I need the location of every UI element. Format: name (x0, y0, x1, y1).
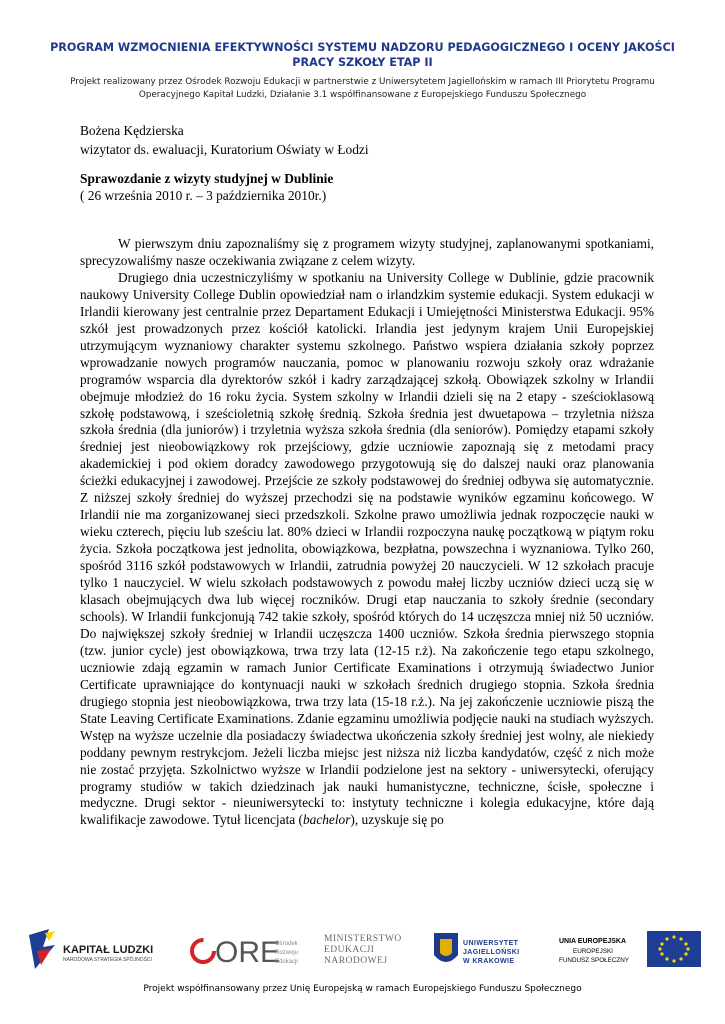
author-role: wizytator ds. ewaluacji, Kuratorium Oświaty w Łodzi (80, 142, 369, 157)
uj-line2: JAGIELLOŃSKI (463, 949, 520, 956)
report-body (80, 236, 654, 829)
report-heading (80, 170, 333, 204)
ore-line1: Ośrodek (275, 941, 298, 947)
project-description: Projekt realizowany przez Ośrodek Rozwoju Edukacji w partnerstwie z Uniwersytetem Jagiellońskim w ramach III Priorytetu Programu Operacyjnego Kapitał Ludzki, Działanie 3.1 współfinansowane z Europejskiego Funduszu Społecznego (70, 77, 655, 100)
men-line2: EDUKACJI (324, 945, 375, 955)
author-block (80, 121, 369, 159)
paragraph-2-text: Drugiego dnia uczestniczyliśmy w spotkaniu na University College w Dublinie, gdzie pracownik naukowy University College Dublin opowiedział nam o irlandzkim systemie edukacji. System edukacji w Irlandii kierowany jest centralnie przez Departament Edukacji i Umiejętności Ministerstwa Edukacji. 95% szkół jest prowadzonych przez kościół katolicki. Irlandia jest jedynym krajem Unii Europejskiej utrzymującym wyznaniowy charakter systemu szkolnego. Państwo wspiera działania szkoły poprzez wprowadzanie nowych programów nauczania, pomoc w planowaniu rozwoju szkoły oraz wdrażanie programów wsparcia dla dyrektorów szkół i kadry zarządzającej szkołą. Obowiązek szkolny w Irlandii obejmuje młodzież do 16 roku życia. System szkolny w Irlandii dzieli się na 2 etapy - sześcioklasową szkołę podstawową, i sześcioletnią szkołę średnią. Szkoła średnia jest dwuetapowa – trzyletnia niższa szkoła średnia (dla juniorów) i trzyletnia wyższa szkoła średnia (dla seniorów). Pomiędzy etapami szkoły średniej jest nieobowiązkowy rok przejściowy, gdzie uczniowie zapoznają się z metodami pracy akademickiej i pod okiem doradcy zawodowego przygotowują się do dalszej nauki oraz planowania ścieżki edukacyjnej i zawodowej. Przejście ze szkoły podstawowej do średniej odbywa się automatycznie. Z niższej szkoły średniej do wyższej przechodzi się na podstawie wyników egzaminu końcowego. W Irlandii nie ma zorganizowanej sieci przedszkoli. Szkolne prawo umożliwia jednak rozpoczęcie nauki w wieku czterech, pięciu lub sześciu lat. 80% dzieci w Irlandii rozpoczyna naukę początkową w piątym roku życia. Szkoła początkowa jest jednolita, obowiązkowa, bezpłatna, powszechna i wyznaniowa. Tylko 260, spośród 3116 szkół podstawowych w Irlandii, zatrudnia powyżej 20 nauczycieli. W 12 szkołach pracuje tylko 1 nauczyciel. W wielu szkołach podstawowych z powodu małej liczby uczniów dzieci uczą się w klasach obejmujących dwa lub więcej roczników. Drugi etap nauczania to szkoły średnie (secondary schools). W Irlandii funkcjonują 742 takie szkoły, spośród których do 14 uczęszcza mniej niż 50 uczniów. Do największej szkoły średniej w Irlandii uczęszcza 1400 uczniów. Szkoła średnia pierwszego stopnia (tzw. junior cycle) jest obowiązkowa, trwa trzy lata (12-15 r.ż). Na zakończenie tego etapu szkolnego, uczniowie zdają egzamin w ramach Junior Certificate Examinations i otrzymują świadectwo Junior Certificate uprawniające do kontynuacji nauki w szkołach średnich drugiego stopnia. Szkoła średnia drugiego stopnia jest nieobowiązkowa, trwa trzy lata (15-18 r.ż.). Na jej zakończenie uczniowie piszą the State Leaving Certificate Examinations. Zdanie egzaminu umożliwia podjęcie nauki na studiach wyższych. Wstęp na wyższe uczelnie dla posiadaczy świadectwa ukończenia szkoły średniej jest wolny, ale niekiedy poddany pewnym restrykcjom. Jeżeli liczba miejsc jest niższa niż liczba kandydatów, część z nich może nie zostać przyjęta. Szkolnictwo wyższe w Irlandii podzielone jest na sektory - uniwersytecki, oferujący programy studiów w takich dziedzinach jak nauki humanistyczne, techniczne, ścisłe, społeczne i medyczne. Drugi sektor - nieuniwersytecki to: instytuty techniczne i kolegia edukacyjne, które dają kwalifikacje zawodowe. Tytuł licencjata ( (80, 269, 654, 828)
footer-note: Projekt współfinansowany przez Unię Europejską w ramach Europejskiego Funduszu Społecznego (143, 984, 582, 994)
author-name: Bożena Kędzierska (80, 123, 184, 138)
eu-line3: FUNDUSZ SPOŁECZNY (559, 957, 629, 964)
uj-logo (430, 925, 530, 975)
program-title: PROGRAM WZMOCNIENIA EFEKTYWNOŚCI SYSTEMU NADZORU PEDAGOGICZNEGO I OCENY JAKOŚCI PRACY SZKOŁY ETAP II (50, 41, 675, 69)
report-title: Sprawozdanie z wizyty studyjnej w Dublinie (80, 171, 334, 186)
ore-line3: Edukacji (275, 959, 298, 965)
uj-line1: UNIWERSYTET (463, 940, 519, 947)
paragraph-2-end: ), uzyskuje się po (350, 812, 444, 828)
uj-line3: W KRAKOWIE (463, 958, 515, 965)
ore-logo (185, 925, 305, 975)
men-line1: MINISTERSTWO (324, 934, 402, 944)
sponsor-logos (25, 925, 705, 975)
ore-mark: ORE (215, 936, 281, 969)
eu-logo (555, 925, 705, 975)
bachelor-term: bachelor (302, 812, 351, 828)
eu-line1: UNIA EUROPEJSKA (559, 938, 627, 945)
kapital-ludzki-logo (25, 925, 165, 975)
ore-ring-icon (192, 940, 214, 962)
men-logo (320, 925, 410, 975)
paragraph-1: W pierwszym dniu zapoznaliśmy się z programem wizyty studyjnej, zaplanowanymi spotkaniami, sprecyzowaliśmy nasze oczekiwania związane z celem wizyty. (80, 236, 654, 268)
eu-line2: EUROPEJSKI (573, 948, 613, 955)
men-line3: NARODOWEJ (324, 956, 388, 966)
ore-line2: Rozwoju (275, 950, 299, 956)
kl-subtitle: NARODOWA STRATEGIA SPÓJNOŚCI (63, 957, 152, 963)
paragraph-2 (80, 270, 654, 829)
kl-name: KAPITAŁ LUDZKI (63, 944, 154, 956)
report-dates: ( 26 września 2010 r. – 3 października 2010r.) (80, 188, 327, 203)
